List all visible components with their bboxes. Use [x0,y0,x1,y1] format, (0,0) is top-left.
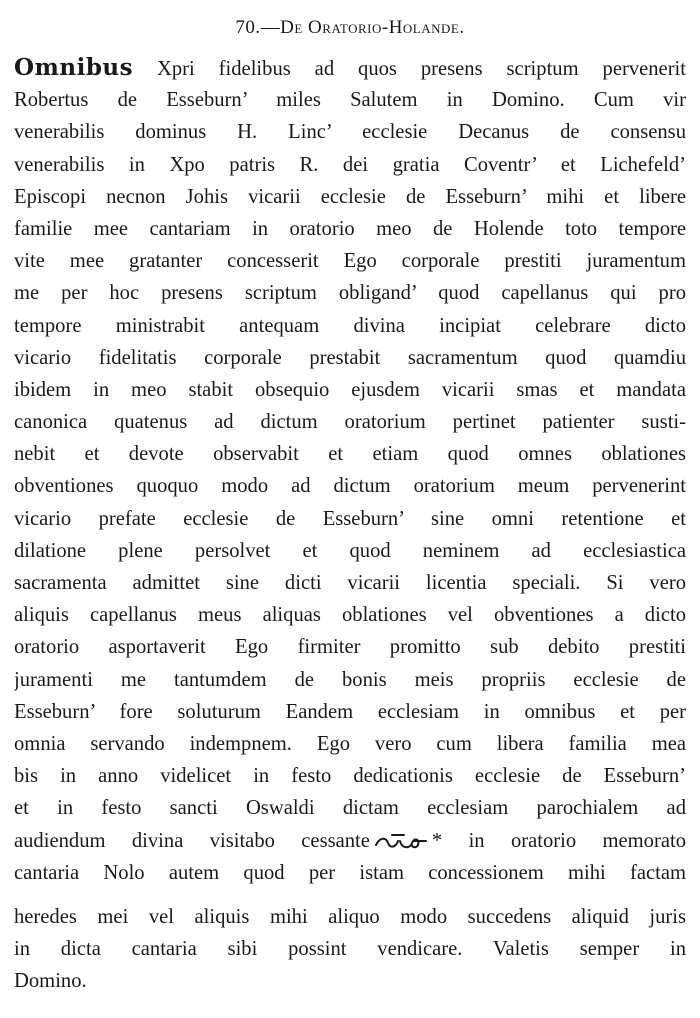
text-line: et in festo sancti Oswaldi dictam ecclesiam parochialem ad [14,797,686,820]
line-text-before-mark: audiendum divina visitabo cessante [14,829,370,852]
text-line [14,52,686,84]
text-line: aliquis capellanus meus aliquas oblationes vel obventiones a dicto [14,604,686,627]
text-line: venerabilis dominus H. Linc’ ecclesie Decanus de consensu [14,121,686,144]
text-line: dilatione plene persolvet et quod neminem ad ecclesiastica [14,539,686,562]
text-line: vicario fidelitatis corporale prestabit sacramentum quod quamdiu [14,346,686,369]
abbreviation-mark-icon [374,831,428,853]
page-gap [14,889,686,901]
text-line [14,825,686,857]
text-line: omnia servando indempnem. Ego vero cum libera familia mea [14,732,686,755]
text-line: ibidem in meo stabit obsequio ejusdem vicarii smas et mandata [14,378,686,401]
text-line: in dicta cantaria sibi possint vendicare. Valetis semper in [14,938,686,961]
line-text: Xpri fidelibus ad quos presens scriptum pervenerit [133,58,686,80]
text-line: nebit et devote observabit et etiam quod omnes oblationes [14,443,686,466]
page-heading: 70.—De Oratorio-Holande. [235,17,465,38]
text-line: familie mee cantariam in oratorio meo de Holende toto tempore [14,217,686,240]
text-line: obventiones quoquo modo ad dictum oratorium meum pervenerint [14,475,686,498]
line-text-after-mark: * in oratorio memorato [431,829,686,852]
text-line: canonica quatenus ad dictum oratorium pertinet patienter susti- [14,411,686,434]
text-line: me per hoc presens scriptum obligand’ quod capellanus qui pro [14,282,686,305]
text-line: Episcopi necnon Johis vicarii ecclesie de Esseburn’ mihi et libere [14,185,686,208]
text-line: sacramenta admittet sine dicti vicarii licentia speciali. Si vero [14,572,686,594]
text-line: heredes mei vel aliquis mihi aliquo modo succedens aliquid juris [14,905,686,928]
initial-word: Omnibus [14,54,134,81]
text-line: bis in anno videlicet in festo dedicationis ecclesie de Esseburn’ [14,765,686,788]
text-line: venerabilis in Xpo patris R. dei gratia Coventr’ et Lichefeld’ [14,153,686,176]
text-line: vicario prefate ecclesie de Esseburn’ sine omni retentione et [14,507,686,530]
text-line: oratorio asportaverit Ego firmiter promitto sub debito prestiti [14,636,686,659]
text-line: Domino. [14,970,87,993]
charter-text [14,52,686,997]
text-line: cantaria Nolo autem quod per istam concessionem mihi factam [14,861,686,884]
text-line: Robertus de Esseburn’ miles Salutem in Domino. Cum vir [14,89,686,112]
text-line: vite mee gratanter concesserit Ego corporale prestiti juramentum [14,250,686,273]
text-line: tempore ministrabit antequam divina incipiat celebrare dicto [14,314,686,337]
text-line: juramenti me tantumdem de bonis meis propriis ecclesie de [14,668,686,691]
text-line: Esseburn’ fore soluturum Eandem ecclesiam in omnibus et per [14,700,686,723]
